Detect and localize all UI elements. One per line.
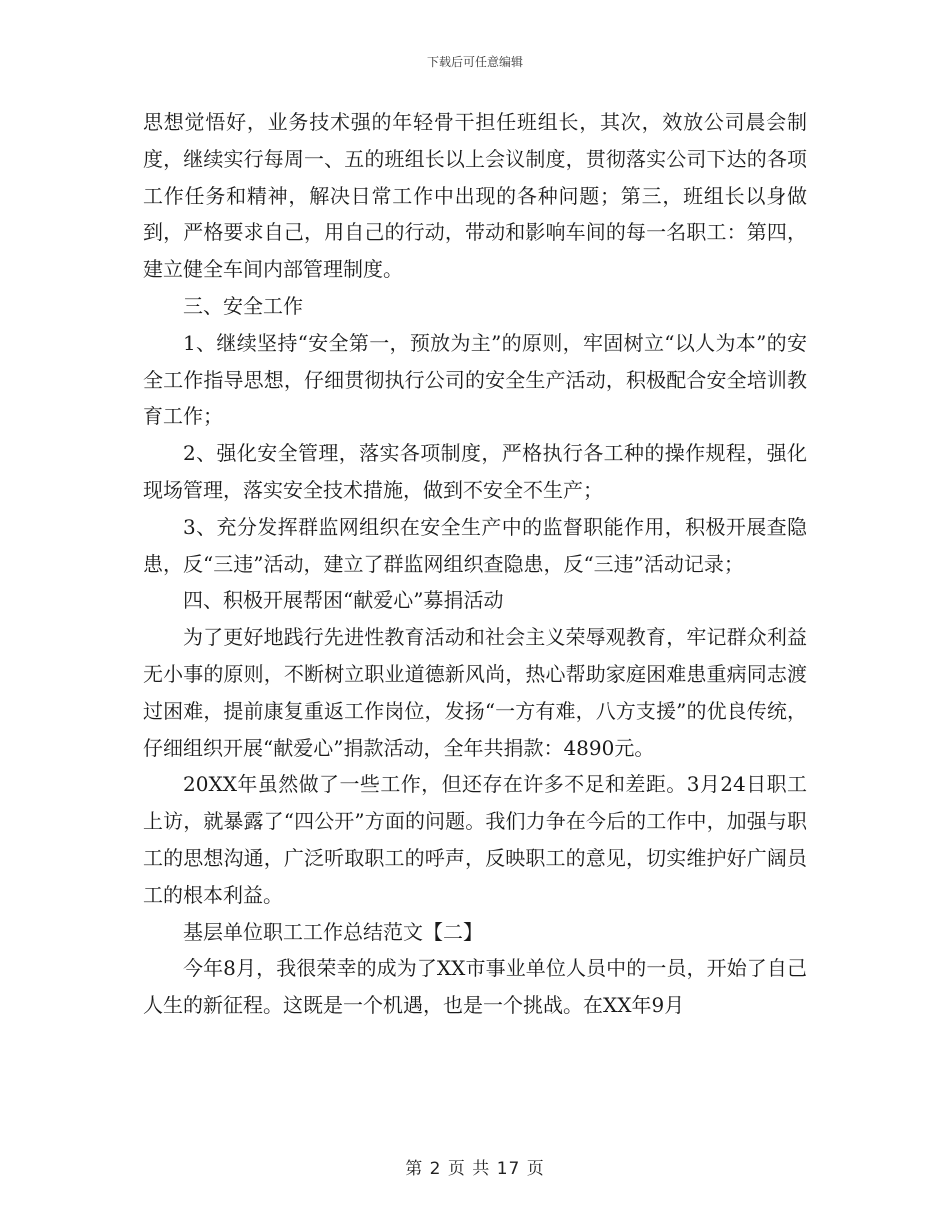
list-item-safety-2: 2、强化安全管理，落实各项制度，严格执行各工种的操作规程，强化现场管理，落实安全技术措施，做到不安全不生产； <box>143 441 807 502</box>
article-title-two: 基层单位职工工作总结范文【二】 <box>183 919 483 944</box>
list-item-safety-1: 1、继续坚持“安全第一，预放为主”的原则，牢固树立“以人为本”的安全工作指导思想，仔细贯彻执行公司的安全生产活动，积极配合安全培训教育工作； <box>143 330 807 429</box>
page-header: 下载后可任意编辑 <box>426 55 523 69</box>
document-body <box>143 104 807 1024</box>
page-number: 第 2 页 共 17 页 <box>405 1159 545 1179</box>
paragraph-shortcomings: 20XX年虽然做了一些工作，但还存在许多不足和差距。3月24日职工上访，就暴露了“四公开”方面的问题。我们力争在今后的工作中，加强与职工的思想沟通，广泛听取职工的呼声，反映职工的意见，切实维护好广阔员工的根本利益。 <box>143 772 807 907</box>
section-heading-safety: 三、安全工作 <box>183 293 303 318</box>
section-heading-donation: 四、积极开展帮困“献爱心”募捐活动 <box>183 588 504 613</box>
list-item-safety-3: 3、充分发挥群监网组织在安全生产中的监督职能作用，积极开展查隐患，反“三违”活动，建立了群监网组织查隐患，反“三违”活动记录； <box>143 514 807 576</box>
paragraph-continuation: 思想觉悟好，业务技术强的年轻骨干担任班组长，其次，效放公司晨会制度，继续实行每周一、五的班组长以上会议制度，贯彻落实公司下达的各项工作任务和精神，解决日常工作中出现的各种问题；第三，班组长以身做到，严格要求自己，用自己的行动，带动和影响车间的每一名职工：第四，建立健全车间内部管理制度。 <box>143 110 807 282</box>
paragraph-article-two-intro: 今年8月，我很荣幸的成为了XX市事业单位人员中的一员，开始了自己人生的新征程。这既是一个机遇，也是一个挑战。在XX年9月 <box>143 956 807 1018</box>
paragraph-donation: 为了更好地践行先进性教育活动和社会主义荣辱观教育，牢记群众利益无小事的原则，不断树立职业道德新风尚，热心帮助家庭困难患重病同志渡过困难，提前康复重返工作岗位，发扬“一方有难，八方支援”的优良传统，仔细组织开展“献爱心”捐款活动，全年共捐款：4890元。 <box>143 625 807 760</box>
